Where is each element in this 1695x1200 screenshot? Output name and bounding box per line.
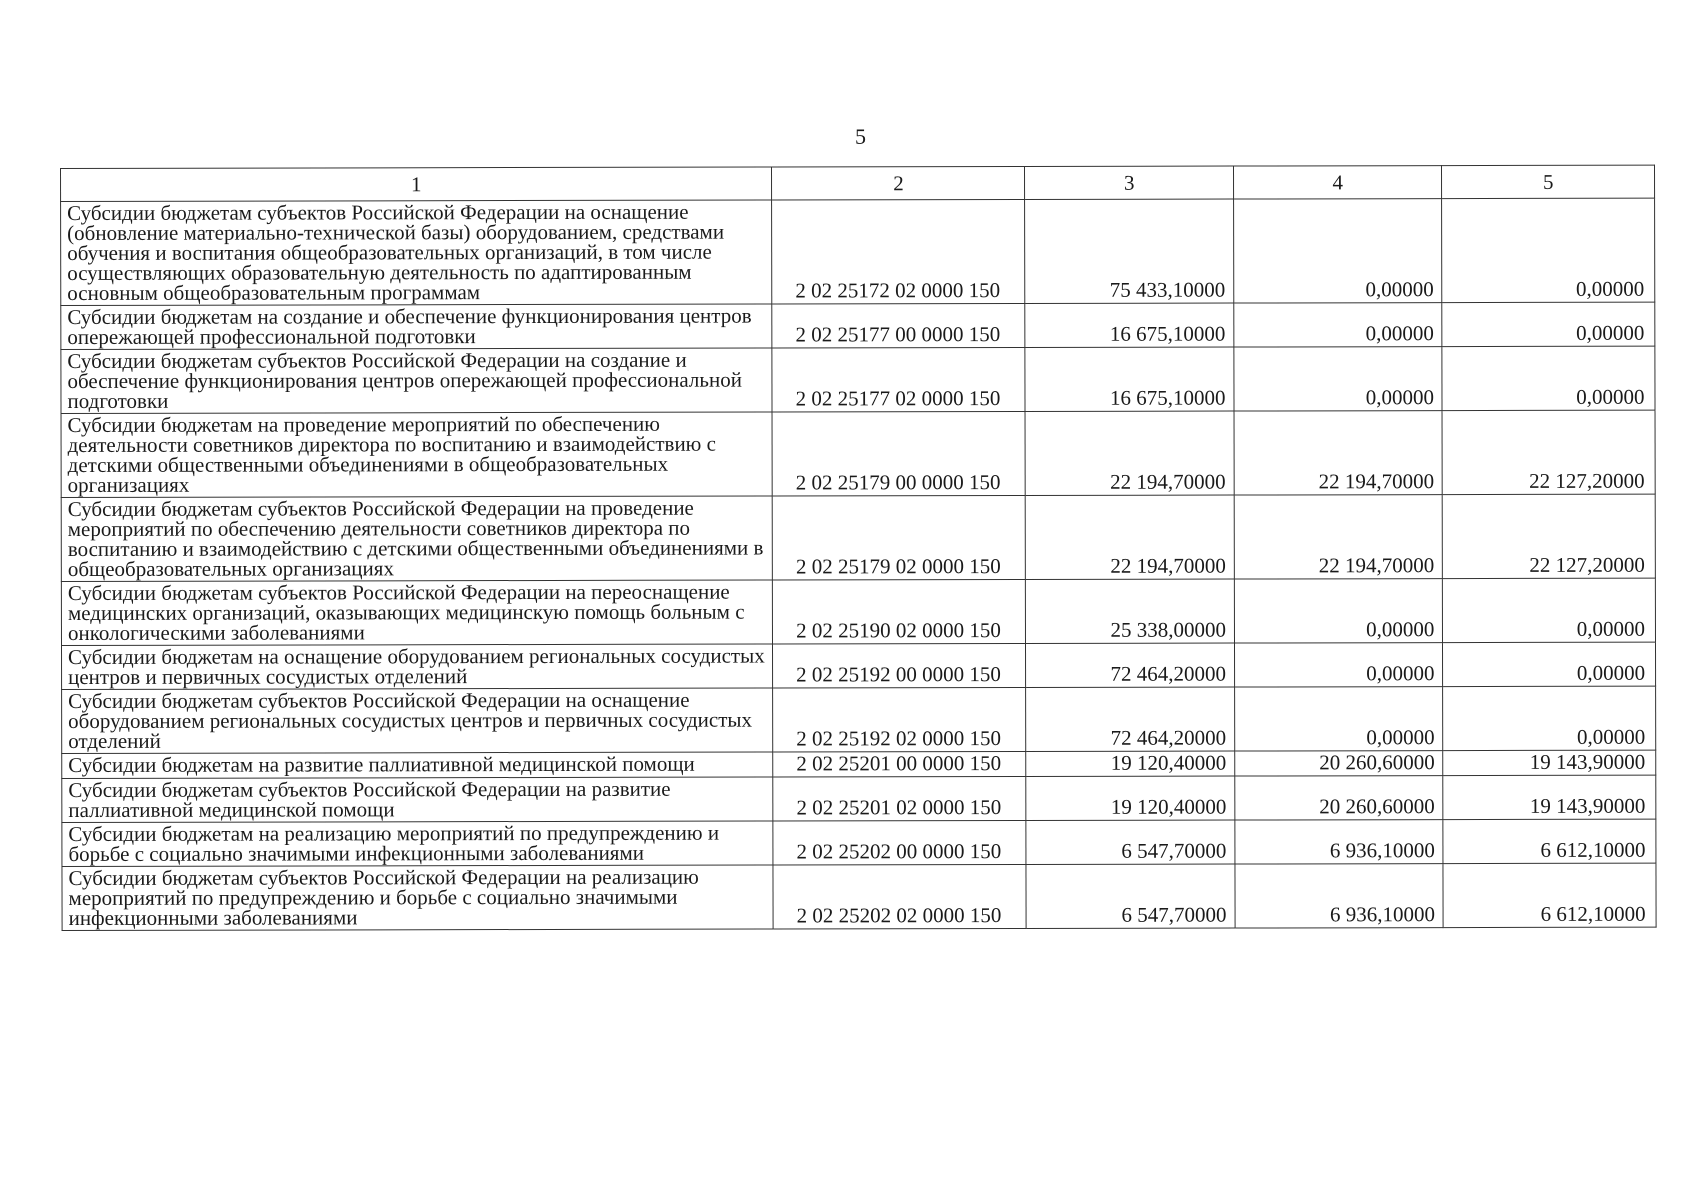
row-description: Субсидии бюджетам на реализацию мероприятий по предупреждению и борьбе с социально значимыми инфекционными заболеваниями <box>62 821 774 866</box>
row-value-col5: 0,00000 <box>1443 578 1656 642</box>
row-code: 2 02 25202 00 0000 150 <box>773 820 1026 865</box>
row-code: 2 02 25192 00 0000 150 <box>773 643 1026 688</box>
table-body <box>61 165 1657 930</box>
row-value-col4: 0,00000 <box>1235 687 1444 751</box>
row-code: 2 02 25179 00 0000 150 <box>772 411 1025 496</box>
table-row <box>61 302 1655 349</box>
row-value-col5: 22 127,20000 <box>1443 494 1656 578</box>
row-value-col3: 6 547,70000 <box>1026 820 1235 864</box>
row-value-col5: 22 127,20000 <box>1442 410 1655 494</box>
table-row <box>61 494 1655 581</box>
row-code: 2 02 25177 02 0000 150 <box>772 347 1025 412</box>
table-row <box>61 346 1655 413</box>
row-code: 2 02 25172 02 0000 150 <box>772 199 1025 304</box>
table-row <box>62 642 1656 689</box>
row-value-col3: 22 194,70000 <box>1025 411 1234 495</box>
row-description: Субсидии бюджетам субъектов Российской Федерации на оснащение оборудованием региональных сосудистых центров и первичных сосудистых отделений <box>62 688 774 753</box>
row-value-col3: 16 675,10000 <box>1025 303 1234 347</box>
table-row <box>61 198 1655 305</box>
column-header: 1 <box>61 167 773 201</box>
table-row <box>62 863 1656 930</box>
row-code: 2 02 25177 00 0000 150 <box>772 303 1025 348</box>
table-row <box>62 775 1656 822</box>
row-value-col3: 25 338,00000 <box>1026 579 1235 643</box>
row-description: Субсидии бюджетам на развитие паллиативной медицинской помощи <box>62 752 774 778</box>
table-row <box>61 410 1655 497</box>
row-value-col3: 75 433,10000 <box>1025 199 1234 303</box>
row-value-col3: 19 120,40000 <box>1026 751 1235 776</box>
row-description: Субсидии бюджетам субъектов Российской Федерации на развитие паллиативной медицинской помощи <box>62 777 774 822</box>
table-row <box>61 578 1655 645</box>
row-value-col4: 0,00000 <box>1234 199 1443 303</box>
row-description: Субсидии бюджетам на создание и обеспечение функционирования центров опережающей профессиональной подготовки <box>61 304 773 349</box>
row-code: 2 02 25179 02 0000 150 <box>773 495 1026 580</box>
row-value-col4: 20 260,60000 <box>1235 751 1444 776</box>
row-value-col3: 72 464,20000 <box>1026 687 1235 751</box>
row-value-col5: 0,00000 <box>1443 686 1656 750</box>
row-description: Субсидии бюджетам субъектов Российской Федерации на реализацию мероприятий по предупреждению и борьбе с социально значимыми инфекционными заболеваниями <box>62 865 774 930</box>
row-description: Субсидии бюджетам субъектов Российской Федерации на оснащение (обновление материально-технической базы) оборудованием, средствами обучения и воспитания общеобразовательных организаций, в том числе осуществляющих образовательную деятельность по адаптированным основным общеобразовательным программам <box>61 200 773 305</box>
row-code: 2 02 25190 02 0000 150 <box>773 579 1026 644</box>
row-value-col4: 22 194,70000 <box>1234 411 1443 495</box>
row-code: 2 02 25192 02 0000 150 <box>773 687 1026 752</box>
row-value-col5: 6 612,10000 <box>1443 819 1656 863</box>
column-header: 3 <box>1025 166 1234 199</box>
row-code: 2 02 25201 00 0000 150 <box>773 751 1026 777</box>
row-value-col5: 6 612,10000 <box>1443 863 1656 927</box>
row-value-col5: 0,00000 <box>1442 346 1655 410</box>
row-value-col4: 0,00000 <box>1234 579 1443 643</box>
row-code: 2 02 25201 02 0000 150 <box>773 776 1026 821</box>
row-value-col3: 22 194,70000 <box>1026 495 1235 579</box>
row-description: Субсидии бюджетам субъектов Российской Федерации на создание и обеспечение функционирования центров опережающей профессиональной подготовки <box>61 348 773 413</box>
column-header: 2 <box>772 166 1025 200</box>
row-value-col3: 6 547,70000 <box>1026 864 1235 928</box>
row-value-col4: 0,00000 <box>1234 347 1443 411</box>
column-header: 4 <box>1233 166 1442 199</box>
table-header-row <box>61 165 1655 201</box>
row-value-col5: 0,00000 <box>1443 642 1656 686</box>
row-description: Субсидии бюджетам на оснащение оборудованием региональных сосудистых центров и первичных сосудистых отделений <box>62 644 774 689</box>
table-row <box>62 819 1656 866</box>
row-code: 2 02 25202 02 0000 150 <box>773 864 1026 929</box>
row-value-col4: 22 194,70000 <box>1234 495 1443 579</box>
page-number: 5 <box>855 124 866 149</box>
row-value-col5: 19 143,90000 <box>1443 775 1656 819</box>
row-value-col4: 0,00000 <box>1234 643 1443 687</box>
table-row <box>62 686 1656 753</box>
row-description: Субсидии бюджетам на проведение мероприятий по обеспечению деятельности советников директора по воспитанию и взаимодействию с детскими общественными объединениями в общеобразовательных организациях <box>61 412 773 497</box>
row-value-col4: 0,00000 <box>1234 303 1443 347</box>
row-value-col3: 16 675,10000 <box>1025 347 1234 411</box>
row-value-col4: 6 936,10000 <box>1235 820 1444 864</box>
row-value-col5: 0,00000 <box>1442 302 1655 346</box>
row-value-col4: 20 260,60000 <box>1235 776 1444 820</box>
table-row <box>62 750 1656 778</box>
row-description: Субсидии бюджетам субъектов Российской Федерации на переоснащение медицинских организаций, оказывающих медицинскую помощь больным с онкологическими заболеваниями <box>61 580 773 645</box>
budget-table <box>60 165 1657 931</box>
row-value-col5: 19 143,90000 <box>1443 750 1656 775</box>
row-description: Субсидии бюджетам субъектов Российской Федерации на проведение мероприятий по обеспечению деятельности советников директора по воспитанию и взаимодействию с детскими общественными объединениями в общеобразовательных организациях <box>61 496 773 581</box>
row-value-col3: 19 120,40000 <box>1026 776 1235 820</box>
row-value-col5: 0,00000 <box>1442 198 1655 302</box>
column-header: 5 <box>1442 165 1655 198</box>
row-value-col3: 72 464,20000 <box>1026 643 1235 687</box>
row-value-col4: 6 936,10000 <box>1235 864 1444 928</box>
